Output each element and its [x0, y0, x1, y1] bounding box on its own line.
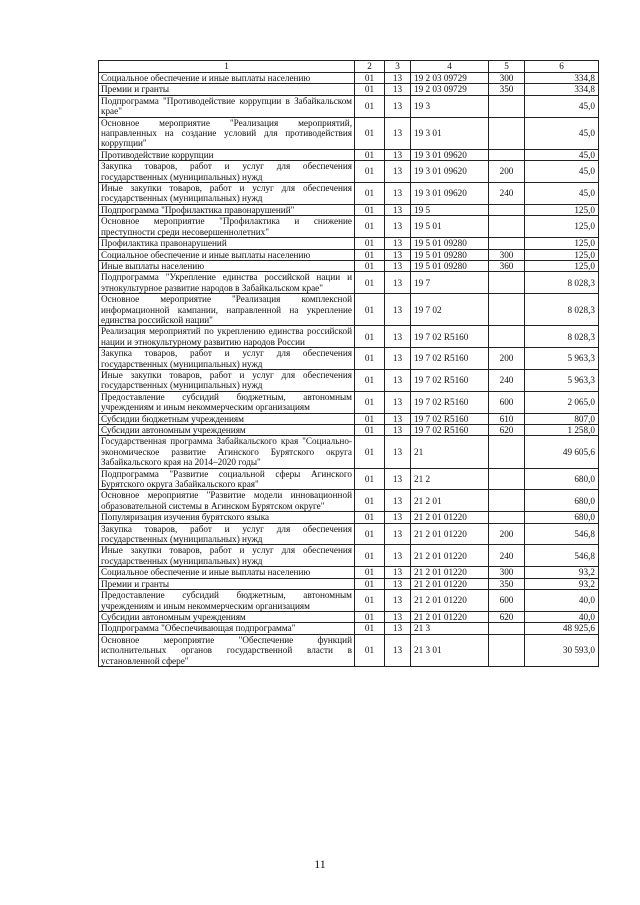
- row-subsection-cell: 13: [385, 436, 411, 468]
- row-amount-cell: 807,0: [525, 413, 599, 424]
- row-amount-cell: 93,2: [525, 578, 599, 589]
- row-target-code-cell: 19 7 02: [411, 294, 489, 326]
- row-expense-type-cell: 620: [489, 425, 525, 436]
- row-subsection-cell: 13: [385, 468, 411, 490]
- row-subsection-cell: 13: [385, 369, 411, 391]
- row-subsection-cell: 13: [385, 611, 411, 622]
- row-target-code-cell: 19 5 01: [411, 216, 489, 238]
- row-target-code-cell: 19 5 01 09280: [411, 260, 489, 271]
- header-col-6: 6: [525, 61, 599, 73]
- row-expense-type-cell: 610: [489, 413, 525, 424]
- row-section-cell: 01: [355, 117, 385, 149]
- row-name-cell: Основное мероприятие "Реализация комплексной информационной кампании, направленной на укрепление единства российской нации": [99, 294, 355, 326]
- header-col-3: 3: [385, 61, 411, 73]
- row-subsection-cell: 13: [385, 391, 411, 413]
- row-expense-type-cell: [489, 436, 525, 468]
- row-expense-type-cell: 200: [489, 161, 525, 183]
- row-expense-type-cell: [489, 623, 525, 634]
- row-section-cell: 01: [355, 183, 385, 205]
- row-expense-type-cell: 600: [489, 590, 525, 612]
- row-subsection-cell: 13: [385, 490, 411, 512]
- row-subsection-cell: 13: [385, 294, 411, 326]
- row-target-code-cell: 19 5 01 09280: [411, 238, 489, 249]
- row-subsection-cell: 13: [385, 216, 411, 238]
- row-name-cell: Закупка товаров, работ и услуг для обеспечения государственных (муниципальных) нужд: [99, 348, 355, 370]
- row-name-cell: Социальное обеспечение и иные выплаты населению: [99, 249, 355, 260]
- row-name-cell: Основное мероприятие "Развитие модели инновационной образовательной системы в Агинском Бурятском округе": [99, 490, 355, 512]
- table-row: [99, 590, 599, 612]
- row-section-cell: 01: [355, 272, 385, 294]
- table-row: [99, 260, 599, 271]
- row-target-code-cell: 19 3: [411, 95, 489, 117]
- row-section-cell: 01: [355, 425, 385, 436]
- budget-table: [98, 60, 599, 667]
- table-row: [99, 611, 599, 622]
- row-amount-cell: 93,2: [525, 567, 599, 578]
- row-section-cell: 01: [355, 73, 385, 84]
- row-amount-cell: 45,0: [525, 149, 599, 160]
- row-expense-type-cell: 240: [489, 183, 525, 205]
- row-section-cell: 01: [355, 84, 385, 95]
- row-amount-cell: 30 593,0: [525, 634, 599, 666]
- row-name-cell: Субсидии автономным учреждениям: [99, 611, 355, 622]
- table-row: [99, 413, 599, 424]
- table-row: [99, 348, 599, 370]
- table-row: [99, 567, 599, 578]
- row-subsection-cell: 13: [385, 260, 411, 271]
- header-col-4: 4: [411, 61, 489, 73]
- row-expense-type-cell: [489, 95, 525, 117]
- row-name-cell: Основное мероприятие "Обеспечение функций исполнительных органов государственной власти в установленной сфере": [99, 634, 355, 666]
- row-amount-cell: 1 258,0: [525, 425, 599, 436]
- row-name-cell: Подпрограмма "Профилактика правонарушений": [99, 204, 355, 215]
- table-row: [99, 204, 599, 215]
- row-expense-type-cell: 350: [489, 84, 525, 95]
- row-target-code-cell: 21 3: [411, 623, 489, 634]
- row-subsection-cell: 13: [385, 149, 411, 160]
- row-target-code-cell: 21 2 01 01220: [411, 512, 489, 523]
- row-name-cell: Закупка товаров, работ и услуг для обеспечения государственных (муниципальных) нужд: [99, 523, 355, 545]
- row-name-cell: Иные закупки товаров, работ и услуг для обеспечения государственных (муниципальных) нужд: [99, 369, 355, 391]
- row-amount-cell: 45,0: [525, 183, 599, 205]
- row-expense-type-cell: 620: [489, 611, 525, 622]
- table-row: [99, 425, 599, 436]
- row-expense-type-cell: 300: [489, 567, 525, 578]
- row-amount-cell: 45,0: [525, 95, 599, 117]
- table-row: [99, 161, 599, 183]
- row-section-cell: 01: [355, 611, 385, 622]
- row-subsection-cell: 13: [385, 161, 411, 183]
- row-amount-cell: 125,0: [525, 216, 599, 238]
- row-amount-cell: 546,8: [525, 523, 599, 545]
- row-name-cell: Субсидии бюджетным учреждениям: [99, 413, 355, 424]
- row-expense-type-cell: [489, 490, 525, 512]
- row-target-code-cell: 19 7 02 R5160: [411, 326, 489, 348]
- row-amount-cell: 125,0: [525, 249, 599, 260]
- row-expense-type-cell: [489, 512, 525, 523]
- row-target-code-cell: 21: [411, 436, 489, 468]
- row-subsection-cell: 13: [385, 425, 411, 436]
- row-section-cell: 01: [355, 436, 385, 468]
- row-section-cell: 01: [355, 149, 385, 160]
- row-section-cell: 01: [355, 545, 385, 567]
- table-row: [99, 468, 599, 490]
- row-subsection-cell: 13: [385, 348, 411, 370]
- row-name-cell: Иные закупки товаров, работ и услуг для обеспечения государственных (муниципальных) нужд: [99, 183, 355, 205]
- row-section-cell: 01: [355, 326, 385, 348]
- row-subsection-cell: 13: [385, 413, 411, 424]
- row-name-cell: Профилактика правонарушений: [99, 238, 355, 249]
- row-target-code-cell: 21 2 01: [411, 490, 489, 512]
- table-row: [99, 238, 599, 249]
- row-subsection-cell: 13: [385, 545, 411, 567]
- table-row: [99, 95, 599, 117]
- row-expense-type-cell: [489, 204, 525, 215]
- row-expense-type-cell: 300: [489, 73, 525, 84]
- row-amount-cell: 8 028,3: [525, 272, 599, 294]
- row-subsection-cell: 13: [385, 73, 411, 84]
- row-name-cell: Социальное обеспечение и иные выплаты населению: [99, 73, 355, 84]
- row-section-cell: 01: [355, 95, 385, 117]
- row-amount-cell: 125,0: [525, 260, 599, 271]
- row-section-cell: 01: [355, 260, 385, 271]
- table-row: [99, 272, 599, 294]
- row-name-cell: Подпрограмма "Обеспечивающая подпрограмма": [99, 623, 355, 634]
- row-amount-cell: 5 963,3: [525, 348, 599, 370]
- row-target-code-cell: 19 7 02 R5160: [411, 413, 489, 424]
- row-target-code-cell: 21 2 01 01220: [411, 545, 489, 567]
- table-row: [99, 216, 599, 238]
- table-row: [99, 326, 599, 348]
- table-row: [99, 623, 599, 634]
- row-amount-cell: 45,0: [525, 117, 599, 149]
- row-target-code-cell: 19 3 01 09620: [411, 161, 489, 183]
- row-section-cell: 01: [355, 623, 385, 634]
- table-row: [99, 436, 599, 468]
- row-name-cell: Предоставление субсидий бюджетным, автономным учреждениям и иным некоммерческим организациям: [99, 391, 355, 413]
- row-amount-cell: 45,0: [525, 161, 599, 183]
- row-expense-type-cell: 350: [489, 578, 525, 589]
- row-subsection-cell: 13: [385, 183, 411, 205]
- row-target-code-cell: 21 3 01: [411, 634, 489, 666]
- row-section-cell: 01: [355, 204, 385, 215]
- row-name-cell: Иные выплаты населению: [99, 260, 355, 271]
- row-name-cell: Основное мероприятие "Профилактика и снижение преступности среди несовершеннолетних": [99, 216, 355, 238]
- row-name-cell: Предоставление субсидий бюджетным, автономным учреждениям и иным некоммерческим организациям: [99, 590, 355, 612]
- row-target-code-cell: 19 5: [411, 204, 489, 215]
- row-section-cell: 01: [355, 238, 385, 249]
- row-section-cell: 01: [355, 391, 385, 413]
- row-section-cell: 01: [355, 567, 385, 578]
- row-target-code-cell: 19 3 01 09620: [411, 183, 489, 205]
- row-amount-cell: 40,0: [525, 611, 599, 622]
- row-name-cell: Социальное обеспечение и иные выплаты населению: [99, 567, 355, 578]
- row-section-cell: 01: [355, 590, 385, 612]
- header-col-1: 1: [99, 61, 355, 73]
- row-expense-type-cell: [489, 294, 525, 326]
- row-section-cell: 01: [355, 578, 385, 589]
- row-expense-type-cell: 200: [489, 523, 525, 545]
- row-amount-cell: 125,0: [525, 204, 599, 215]
- row-subsection-cell: 13: [385, 272, 411, 294]
- row-target-code-cell: 19 7: [411, 272, 489, 294]
- row-target-code-cell: 19 7 02 R5160: [411, 369, 489, 391]
- table-header-row: [99, 61, 599, 73]
- row-section-cell: 01: [355, 413, 385, 424]
- table-row: [99, 149, 599, 160]
- row-subsection-cell: 13: [385, 95, 411, 117]
- row-subsection-cell: 13: [385, 249, 411, 260]
- row-amount-cell: 2 065,0: [525, 391, 599, 413]
- table-row: [99, 490, 599, 512]
- row-name-cell: Премии и гранты: [99, 84, 355, 95]
- row-name-cell: Субсидии автономным учреждениям: [99, 425, 355, 436]
- row-name-cell: Реализация мероприятий по укреплению единства российской нации и этнокультурному развитию народов России: [99, 326, 355, 348]
- row-target-code-cell: 21 2 01 01220: [411, 611, 489, 622]
- row-expense-type-cell: [489, 238, 525, 249]
- row-target-code-cell: 21 2 01 01220: [411, 590, 489, 612]
- row-expense-type-cell: [489, 272, 525, 294]
- row-section-cell: 01: [355, 369, 385, 391]
- row-target-code-cell: 21 2 01 01220: [411, 578, 489, 589]
- row-target-code-cell: 19 2 03 09729: [411, 84, 489, 95]
- row-subsection-cell: 13: [385, 523, 411, 545]
- page-number: 11: [314, 857, 326, 871]
- row-amount-cell: 40,0: [525, 590, 599, 612]
- header-col-2: 2: [355, 61, 385, 73]
- row-section-cell: 01: [355, 512, 385, 523]
- row-section-cell: 01: [355, 348, 385, 370]
- row-subsection-cell: 13: [385, 634, 411, 666]
- row-expense-type-cell: 240: [489, 369, 525, 391]
- row-amount-cell: 680,0: [525, 468, 599, 490]
- row-name-cell: Закупка товаров, работ и услуг для обеспечения государственных (муниципальных) нужд: [99, 161, 355, 183]
- row-target-code-cell: 19 5 01 09280: [411, 249, 489, 260]
- row-expense-type-cell: [489, 149, 525, 160]
- row-section-cell: 01: [355, 294, 385, 326]
- row-expense-type-cell: 300: [489, 249, 525, 260]
- row-expense-type-cell: 240: [489, 545, 525, 567]
- row-section-cell: 01: [355, 634, 385, 666]
- row-amount-cell: 680,0: [525, 490, 599, 512]
- row-expense-type-cell: [489, 326, 525, 348]
- row-amount-cell: 334,8: [525, 84, 599, 95]
- table-row: [99, 512, 599, 523]
- row-subsection-cell: 13: [385, 326, 411, 348]
- row-target-code-cell: 19 3 01: [411, 117, 489, 149]
- row-target-code-cell: 21 2: [411, 468, 489, 490]
- table-row: [99, 183, 599, 205]
- row-name-cell: Подпрограмма "Противодействие коррупции в Забайкальском крае": [99, 95, 355, 117]
- table-row: [99, 117, 599, 149]
- row-name-cell: Популяризация изучения бурятского языка: [99, 512, 355, 523]
- row-name-cell: Иные закупки товаров, работ и услуг для обеспечения государственных (муниципальных) нужд: [99, 545, 355, 567]
- table-row: [99, 523, 599, 545]
- budget-table-container: [98, 60, 598, 667]
- row-subsection-cell: 13: [385, 84, 411, 95]
- table-row: [99, 294, 599, 326]
- row-target-code-cell: 21 2 01 01220: [411, 567, 489, 578]
- row-target-code-cell: 19 3 01 09620: [411, 149, 489, 160]
- header-col-5: 5: [489, 61, 525, 73]
- table-body: [99, 73, 599, 667]
- row-amount-cell: 8 028,3: [525, 326, 599, 348]
- table-row: [99, 391, 599, 413]
- table-row: [99, 634, 599, 666]
- row-subsection-cell: 13: [385, 117, 411, 149]
- row-name-cell: Противодействие коррупции: [99, 149, 355, 160]
- row-target-code-cell: 19 2 03 09729: [411, 73, 489, 84]
- row-expense-type-cell: [489, 634, 525, 666]
- row-name-cell: Премии и гранты: [99, 578, 355, 589]
- row-subsection-cell: 13: [385, 238, 411, 249]
- row-target-code-cell: 19 7 02 R5160: [411, 391, 489, 413]
- row-name-cell: Подпрограмма "Укрепление единства российской нации и этнокультурное развитие народов в Забайкальском крае": [99, 272, 355, 294]
- row-expense-type-cell: [489, 468, 525, 490]
- row-section-cell: 01: [355, 490, 385, 512]
- row-expense-type-cell: 360: [489, 260, 525, 271]
- row-subsection-cell: 13: [385, 512, 411, 523]
- row-amount-cell: 334,8: [525, 73, 599, 84]
- row-expense-type-cell: 200: [489, 348, 525, 370]
- row-subsection-cell: 13: [385, 578, 411, 589]
- row-amount-cell: 680,0: [525, 512, 599, 523]
- row-target-code-cell: 19 7 02 R5160: [411, 425, 489, 436]
- row-name-cell: Основное мероприятие "Реализация мероприятий, направленных на создание условий для противодействия коррупции": [99, 117, 355, 149]
- row-amount-cell: 8 028,3: [525, 294, 599, 326]
- row-expense-type-cell: [489, 117, 525, 149]
- row-target-code-cell: 21 2 01 01220: [411, 523, 489, 545]
- table-row: [99, 369, 599, 391]
- row-expense-type-cell: 600: [489, 391, 525, 413]
- row-amount-cell: 5 963,3: [525, 369, 599, 391]
- row-section-cell: 01: [355, 468, 385, 490]
- row-amount-cell: 49 605,6: [525, 436, 599, 468]
- row-expense-type-cell: [489, 216, 525, 238]
- table-row: [99, 73, 599, 84]
- row-subsection-cell: 13: [385, 567, 411, 578]
- row-name-cell: Государственная программа Забайкальского края "Социально-экономическое развитие Агинского Бурятского округа Забайкальского края на 2014–2020 годы": [99, 436, 355, 468]
- row-section-cell: 01: [355, 161, 385, 183]
- row-subsection-cell: 13: [385, 590, 411, 612]
- table-row: [99, 578, 599, 589]
- row-section-cell: 01: [355, 216, 385, 238]
- row-amount-cell: 48 925,6: [525, 623, 599, 634]
- row-subsection-cell: 13: [385, 623, 411, 634]
- row-subsection-cell: 13: [385, 204, 411, 215]
- row-name-cell: Подпрограмма "Развитие социальной сферы Агинского Бурятского округа Забайкальского края": [99, 468, 355, 490]
- row-amount-cell: 125,0: [525, 238, 599, 249]
- row-target-code-cell: 19 7 02 R5160: [411, 348, 489, 370]
- row-section-cell: 01: [355, 249, 385, 260]
- row-section-cell: 01: [355, 523, 385, 545]
- row-amount-cell: 546,8: [525, 545, 599, 567]
- table-row: [99, 545, 599, 567]
- table-row: [99, 84, 599, 95]
- table-row: [99, 249, 599, 260]
